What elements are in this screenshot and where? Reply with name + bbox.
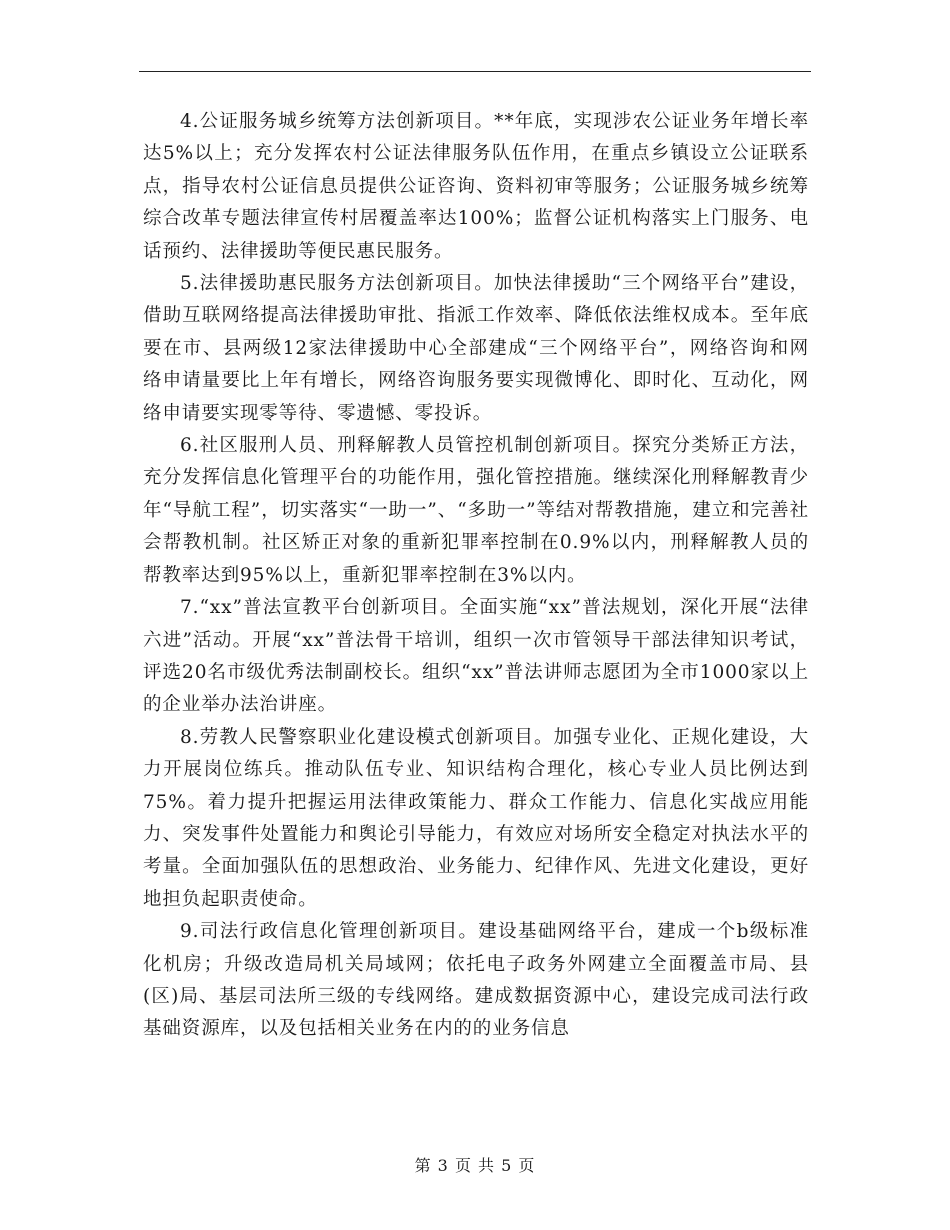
- paragraph-item-8: 8.劳教人民警察职业化建设模式创新项目。加强专业化、正规化建设，大力开展岗位练兵。推动队伍专业、知识结构合理化，核心专业人员比例达到75%。着力提升把握运用法律政策能力、群众工作能力、信息化实战应用能力、突发事件处置能力和舆论引导能力，有效应对场所安全稳定对执法水平的考量。全面加强队伍的思想政治、业务能力、纪律作风、先进文化建设，更好地担负起职责使命。: [143, 726, 809, 910]
- paragraph-item-9: 9.司法行政信息化管理创新项目。建设基础网络平台，建成一个b级标准化机房；升级改造局机关局域网；依托电子政务外网建立全面覆盖市局、县(区)局、基层司法所三级的专线网络。建成数据资源中心，建设完成司法行政基础资源库，以及包括相关业务在内的的业务信息: [143, 921, 809, 1040]
- paragraph-item-5: 5.法律援助惠民服务方法创新项目。加快法律援助“三个网络平台”建设，借助互联网络提高法律援助审批、指派工作效率、降低依法维权成本。至年底要在市、县两级12家法律援助中心全部建成“三个网络平台”，网络咨询和网络申请量要比上年有增长，网络咨询服务要实现微博化、即时化、互动化，网络申请要实现零等待、零遗憾、零投诉。: [143, 273, 809, 424]
- header-rule: [139, 71, 811, 72]
- paragraph-item-4: 4.公证服务城乡统筹方法创新项目。**年底，实现涉农公证业务年增长率达5%以上；充分发挥农村公证法律服务队伍作用，在重点乡镇设立公证联系点，指导农村公证信息员提供公证咨询、资料初审等服务；公证服务城乡统筹综合改革专题法律宣传村居覆盖率达100%；监督公证机构落实上门服务、电话预约、法律援助等便民惠民服务。: [143, 111, 809, 262]
- paragraph-item-6: 6.社区服刑人员、刑释解教人员管控机制创新项目。探究分类矫正方法，充分发挥信息化管理平台的功能作用，强化管控措施。继续深化刑释解教青少年“导航工程”，切实落实“一助一”、“多助一”等结对帮教措施，建立和完善社会帮教机制。社区矫正对象的重新犯罪率控制在0.9%以内，刑释解教人员的帮教率达到95%以上，重新犯罪率控制在3%以内。: [143, 435, 809, 586]
- paragraph-item-7: 7.“xx”普法宣教平台创新项目。全面实施“xx”普法规划，深化开展“法律六进”活动。开展“xx”普法骨干培训，组织一次市管领导干部法律知识考试，评选20名市级优秀法制副校长。组织“xx”普法讲师志愿团为全市1000家以上的企业举办法治讲座。: [143, 597, 809, 716]
- body-text: [143, 106, 809, 1046]
- page-number-footer: 第 3 页 共 5 页: [414, 1156, 536, 1175]
